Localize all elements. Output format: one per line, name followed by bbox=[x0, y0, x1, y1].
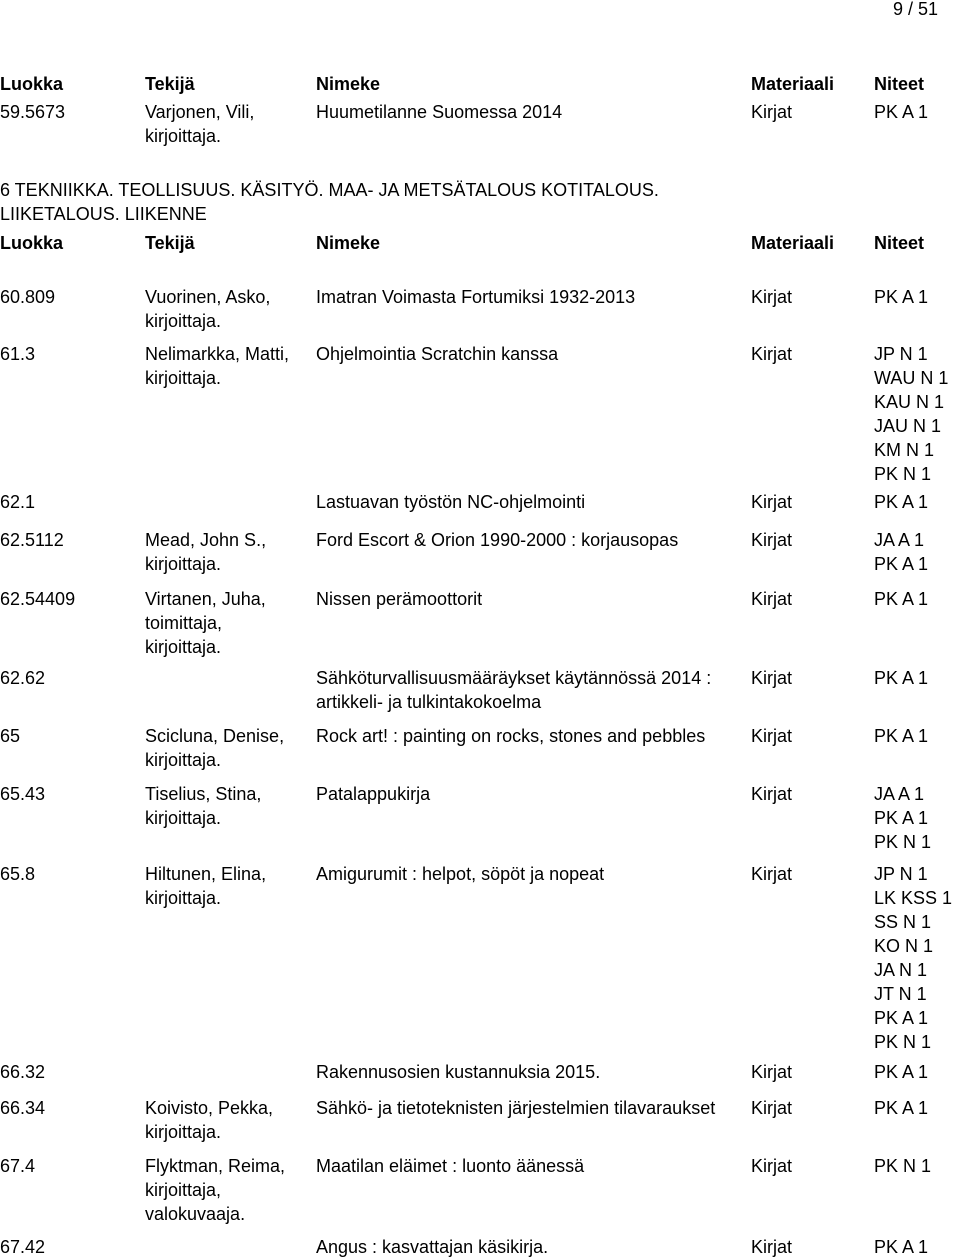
nide-line: KO N 1 bbox=[874, 936, 934, 956]
cell-luokka: 59.5673 bbox=[0, 102, 66, 122]
tekija-line: Vuorinen, Asko, bbox=[145, 287, 271, 307]
tekija-line: Virtanen, Juha, bbox=[145, 589, 266, 609]
nide-line: JA A 1 bbox=[874, 530, 925, 550]
cell-tekija bbox=[145, 528, 310, 576]
cell-nimeke: Angus : kasvattajan käsikirja. bbox=[316, 1237, 549, 1257]
cell-luokka: 67.42 bbox=[0, 1237, 46, 1257]
nide-line: PK A 1 bbox=[874, 1098, 929, 1118]
nide-line: PK A 1 bbox=[874, 726, 929, 746]
cell-materiaali: Kirjat bbox=[751, 287, 793, 307]
cell-nimeke: Sähkö- ja tietoteknisten järjestelmien tilavaraukset bbox=[316, 1098, 716, 1118]
header-nimeke: Nimeke bbox=[316, 233, 381, 253]
nide-line: PK A 1 bbox=[874, 1237, 929, 1257]
header-luokka: Luokka bbox=[0, 74, 64, 94]
cell-tekija bbox=[145, 862, 310, 910]
nide-line: WAU N 1 bbox=[874, 368, 949, 388]
cell-niteet bbox=[874, 587, 960, 611]
cell-nimeke: Rock art! : painting on rocks, stones and pebbles bbox=[316, 726, 706, 746]
nide-line: PK A 1 bbox=[874, 492, 929, 512]
cell-tekija bbox=[145, 724, 310, 772]
cell-materiaali: Kirjat bbox=[751, 1062, 793, 1082]
cell-materiaali: Kirjat bbox=[751, 668, 793, 688]
header-materiaali: Materiaali bbox=[751, 74, 835, 94]
tekija-line: kirjoittaja. bbox=[145, 311, 222, 331]
header-tekija: Tekijä bbox=[145, 74, 195, 94]
cell-niteet bbox=[874, 1096, 960, 1120]
tekija-line: Scicluna, Denise, bbox=[145, 726, 285, 746]
cell-materiaali: Kirjat bbox=[751, 344, 793, 364]
nide-line: JP N 1 bbox=[874, 344, 928, 364]
cell-nimeke: Amigurumit : helpot, söpöt ja nopeat bbox=[316, 864, 605, 884]
header-niteet: Niteet bbox=[874, 74, 925, 94]
nide-line: LK KSS 1 bbox=[874, 888, 953, 908]
nide-line: JA N 1 bbox=[874, 960, 928, 980]
tekija-line: kirjoittaja. bbox=[145, 1122, 222, 1142]
cell-nimeke: Ohjelmointia Scratchin kanssa bbox=[316, 344, 559, 364]
tekija-line: kirjoittaja. bbox=[145, 637, 222, 657]
nide-line: SS N 1 bbox=[874, 912, 932, 932]
nide-line: JA A 1 bbox=[874, 784, 925, 804]
cell-materiaali: Kirjat bbox=[751, 784, 793, 804]
cell-tekija bbox=[145, 1096, 310, 1144]
cell-materiaali: Kirjat bbox=[751, 102, 793, 122]
section-title: 6 TEKNIIKKA. TEOLLISUUS. KÄSITYÖ. MAA- JA METSÄTALOUS KOTITALOUS. LIIKETALOUS. LIIKENNE bbox=[0, 180, 659, 224]
nide-line: KM N 1 bbox=[874, 440, 935, 460]
nide-line: PK A 1 bbox=[874, 1062, 929, 1082]
cell-materiaali: Kirjat bbox=[751, 864, 793, 884]
cell-niteet bbox=[874, 1060, 960, 1084]
nide-line: KAU N 1 bbox=[874, 392, 945, 412]
tekija-line: Hiltunen, Elina, bbox=[145, 864, 267, 884]
nide-line: PK A 1 bbox=[874, 102, 929, 122]
cell-niteet bbox=[874, 342, 960, 486]
cell-luokka: 62.62 bbox=[0, 668, 46, 688]
tekija-line: kirjoittaja, bbox=[145, 1180, 222, 1200]
cell-materiaali: Kirjat bbox=[751, 1098, 793, 1118]
tekija-line: kirjoittaja. bbox=[145, 888, 222, 908]
cell-luokka: 61.3 bbox=[0, 344, 36, 364]
tekija-line: kirjoittaja. bbox=[145, 808, 222, 828]
tekija-line: toimittaja, bbox=[145, 613, 223, 633]
header-tekija: Tekijä bbox=[145, 233, 195, 253]
tekija-line: kirjoittaja. bbox=[145, 554, 222, 574]
nide-line: PK N 1 bbox=[874, 1156, 932, 1176]
cell-nimeke: Huumetilanne Suomessa 2014 bbox=[316, 102, 563, 122]
column-header-row bbox=[0, 72, 960, 96]
tekija-line: Flyktman, Reima, bbox=[145, 1156, 286, 1176]
cell-nimeke: Imatran Voimasta Fortumiksi 1932-2013 bbox=[316, 287, 636, 307]
cell-materiaali: Kirjat bbox=[751, 492, 793, 512]
cell-tekija bbox=[145, 285, 310, 333]
nide-line: PK A 1 bbox=[874, 554, 929, 574]
cell-luokka: 65 bbox=[0, 726, 21, 746]
cell-nimeke: Lastuavan työstön NC-ohjelmointi bbox=[316, 492, 586, 512]
cell-niteet bbox=[874, 782, 960, 854]
header-nimeke: Nimeke bbox=[316, 74, 381, 94]
cell-luokka: 62.1 bbox=[0, 492, 36, 512]
cell-nimeke: Ford Escort & Orion 1990-2000 : korjausopas bbox=[316, 530, 679, 550]
cell-tekija bbox=[145, 100, 310, 148]
cell-niteet bbox=[874, 724, 960, 748]
cell-luokka: 66.32 bbox=[0, 1062, 46, 1082]
nide-line: PK A 1 bbox=[874, 1008, 929, 1028]
page-number: 9 / 51 bbox=[892, 0, 938, 19]
cell-nimeke: Patalappukirja bbox=[316, 784, 431, 804]
cell-nimeke: Rakennusosien kustannuksia 2015. bbox=[316, 1062, 601, 1082]
tekija-line: kirjoittaja. bbox=[145, 126, 222, 146]
cell-tekija bbox=[145, 587, 310, 659]
tekija-line: Tiselius, Stina, bbox=[145, 784, 262, 804]
cell-materiaali: Kirjat bbox=[751, 589, 793, 609]
cell-niteet bbox=[874, 528, 960, 576]
tekija-line: kirjoittaja. bbox=[145, 368, 222, 388]
header-niteet: Niteet bbox=[874, 233, 925, 253]
cell-materiaali: Kirjat bbox=[751, 1156, 793, 1176]
cell-nimeke: Nissen perämoottorit bbox=[316, 589, 483, 609]
nide-line: JT N 1 bbox=[874, 984, 927, 1004]
cell-niteet bbox=[874, 666, 960, 690]
cell-tekija bbox=[145, 1154, 310, 1226]
nide-line: PK A 1 bbox=[874, 808, 929, 828]
cell-luokka: 65.8 bbox=[0, 864, 36, 884]
tekija-line: Mead, John S., bbox=[145, 530, 267, 550]
cell-niteet bbox=[874, 285, 960, 309]
tekija-line: Koivisto, Pekka, bbox=[145, 1098, 274, 1118]
nide-line: JP N 1 bbox=[874, 864, 928, 884]
cell-tekija bbox=[145, 782, 310, 830]
cell-luokka: 62.54409 bbox=[0, 589, 76, 609]
tekija-line: kirjoittaja. bbox=[145, 750, 222, 770]
header-luokka: Luokka bbox=[0, 233, 64, 253]
cell-luokka: 60.809 bbox=[0, 287, 56, 307]
cell-materiaali: Kirjat bbox=[751, 726, 793, 746]
cell-niteet bbox=[874, 862, 960, 1054]
cell-nimeke: Maatilan eläimet : luonto äänessä bbox=[316, 1156, 585, 1176]
tekija-line: Varjonen, Vili, bbox=[145, 102, 255, 122]
cell-tekija bbox=[145, 342, 310, 390]
cell-luokka: 62.5112 bbox=[0, 530, 64, 550]
cell-materiaali: Kirjat bbox=[751, 530, 793, 550]
cell-luokka: 67.4 bbox=[0, 1156, 36, 1176]
cell-luokka: 66.34 bbox=[0, 1098, 46, 1118]
tekija-line: valokuvaaja. bbox=[145, 1204, 246, 1224]
column-header-row bbox=[0, 231, 960, 255]
cell-niteet bbox=[874, 490, 960, 514]
nide-line: JAU N 1 bbox=[874, 416, 942, 436]
nide-line: PK A 1 bbox=[874, 589, 929, 609]
nide-line: PK N 1 bbox=[874, 464, 932, 484]
cell-nimeke: Sähköturvallisuusmääräykset käytännössä 2014 : artikkeli- ja tulkintakokoelma bbox=[316, 668, 712, 712]
cell-materiaali: Kirjat bbox=[751, 1237, 793, 1257]
cell-niteet bbox=[874, 1235, 960, 1259]
nide-line: PK N 1 bbox=[874, 832, 932, 852]
nide-line: PK A 1 bbox=[874, 287, 929, 307]
nide-line: PK N 1 bbox=[874, 1032, 932, 1052]
nide-line: PK A 1 bbox=[874, 668, 929, 688]
cell-luokka: 65.43 bbox=[0, 784, 46, 804]
header-materiaali: Materiaali bbox=[751, 233, 835, 253]
cell-niteet bbox=[874, 100, 960, 124]
cell-niteet bbox=[874, 1154, 960, 1178]
tekija-line: Nelimarkka, Matti, bbox=[145, 344, 290, 364]
